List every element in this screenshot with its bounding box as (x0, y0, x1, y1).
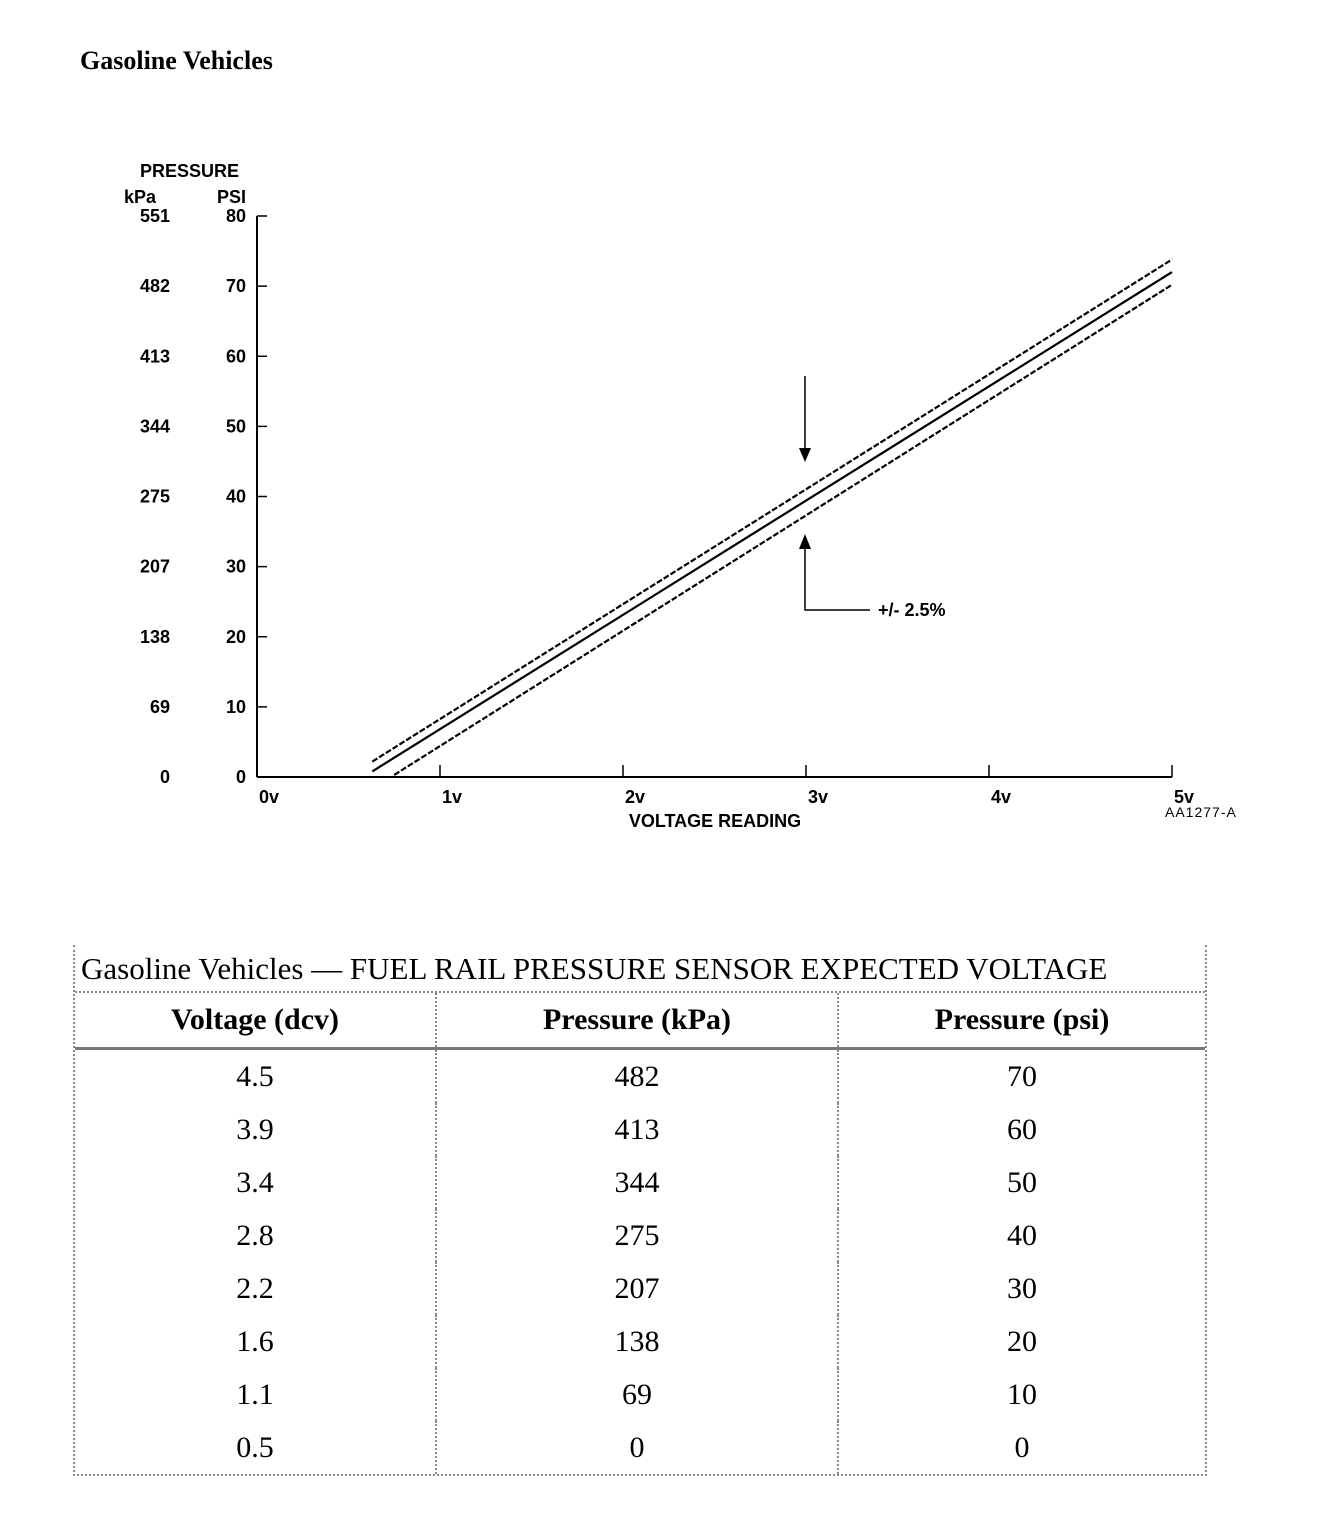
table-row (75, 1262, 1205, 1315)
y-tick-label-psi: 20 (225, 626, 246, 647)
cell-psi: 60 (838, 1103, 1205, 1156)
y-tick-label-psi: 10 (225, 696, 246, 717)
y-tick-label-kpa: 138 (139, 626, 170, 647)
x-tick-label: 2v (625, 787, 646, 807)
y-ticks (140, 206, 267, 787)
y-tick-label-psi: 0 (235, 767, 246, 787)
series-line-upper-limit (372, 259, 1172, 761)
y-tick-label-kpa: 69 (149, 696, 170, 717)
y-tick-label-psi: 30 (225, 556, 246, 577)
y-tick-label-kpa: 207 (139, 556, 170, 577)
cell-psi: 40 (838, 1209, 1205, 1262)
figure-code: AA1277-A (1165, 804, 1237, 820)
x-tick-label: 4v (991, 787, 1012, 807)
y-tick-label-psi: 80 (225, 206, 246, 226)
cell-kpa: 413 (436, 1103, 838, 1156)
table-row (75, 1209, 1205, 1262)
x-tick-label: 5v (1174, 787, 1195, 807)
cell-voltage: 1.6 (236, 1324, 274, 1358)
series-line-lower-limit (394, 285, 1172, 775)
page-title: Gasoline Vehicles (80, 46, 273, 75)
cell-kpa: 344 (436, 1156, 838, 1209)
table-header-row (75, 993, 1205, 1049)
x-tick-label: 0v (259, 787, 280, 807)
y-tick-label-psi: 60 (225, 346, 246, 367)
y-axis-title: PRESSURE (140, 161, 240, 181)
cell-kpa: 275 (436, 1209, 838, 1262)
cell-psi: 20 (838, 1315, 1205, 1368)
y-tick-label-kpa: 413 (139, 346, 170, 367)
callout-leader (805, 538, 870, 610)
series-line-nominal (372, 272, 1172, 771)
cell-voltage: 2.2 (236, 1271, 274, 1305)
table-row (75, 1315, 1205, 1368)
y-unit-psi: PSI (217, 187, 247, 207)
y-tick-label-kpa: 0 (159, 767, 170, 787)
cell-psi: 50 (838, 1156, 1205, 1209)
cell-voltage: 1.1 (236, 1377, 274, 1411)
cell-kpa: 138 (436, 1315, 838, 1368)
cell-kpa: 69 (436, 1368, 838, 1421)
y-tick-label-kpa: 551 (139, 206, 170, 226)
table-row (75, 1421, 1205, 1474)
cell-psi: 0 (838, 1421, 1205, 1474)
cell-voltage: 3.4 (236, 1165, 274, 1199)
x-tick-label: 1v (442, 787, 463, 807)
cell-voltage: 0.5 (236, 1430, 274, 1464)
y-tick-label-psi: 70 (225, 276, 246, 297)
voltage-table (73, 945, 1207, 1476)
y-tick-label-psi: 50 (225, 416, 246, 437)
header-pressure-kpa: Pressure (kPa) (436, 993, 838, 1049)
cell-voltage: 4.5 (236, 1059, 274, 1093)
y-tick-label-kpa: 275 (139, 486, 170, 507)
cell-kpa: 207 (436, 1262, 838, 1315)
x-ticks (257, 765, 1194, 807)
pressure-voltage-chart (0, 150, 1344, 850)
cell-voltage: 2.8 (236, 1218, 274, 1252)
y-tick-label-kpa: 344 (139, 416, 170, 437)
table-caption: Gasoline Vehicles — FUEL RAIL PRESSURE SENSOR EXPECTED VOLTAGE (75, 945, 1205, 993)
series-lines (372, 259, 1172, 774)
y-unit-kpa: kPa (124, 187, 157, 207)
table-row (75, 1368, 1205, 1421)
cell-psi: 70 (838, 1049, 1205, 1104)
table-row (75, 1156, 1205, 1209)
table-row (75, 1103, 1205, 1156)
cell-kpa: 482 (436, 1049, 838, 1104)
table-row (75, 1049, 1205, 1104)
y-tick-label-kpa: 482 (139, 276, 170, 297)
header-pressure-psi: Pressure (psi) (838, 993, 1205, 1049)
y-tick-label-psi: 40 (225, 486, 246, 507)
header-voltage: Voltage (dcv) (75, 993, 436, 1049)
cell-kpa: 0 (436, 1421, 838, 1474)
x-tick-label: 3v (808, 787, 829, 807)
x-axis-title: VOLTAGE READING (628, 811, 802, 831)
cell-psi: 10 (838, 1368, 1205, 1421)
cell-psi: 30 (838, 1262, 1205, 1315)
cell-voltage: 3.9 (236, 1112, 274, 1146)
arrow-down-icon (799, 448, 811, 462)
tolerance-label: +/- 2.5% (878, 600, 946, 620)
tolerance-annotation (799, 376, 946, 620)
